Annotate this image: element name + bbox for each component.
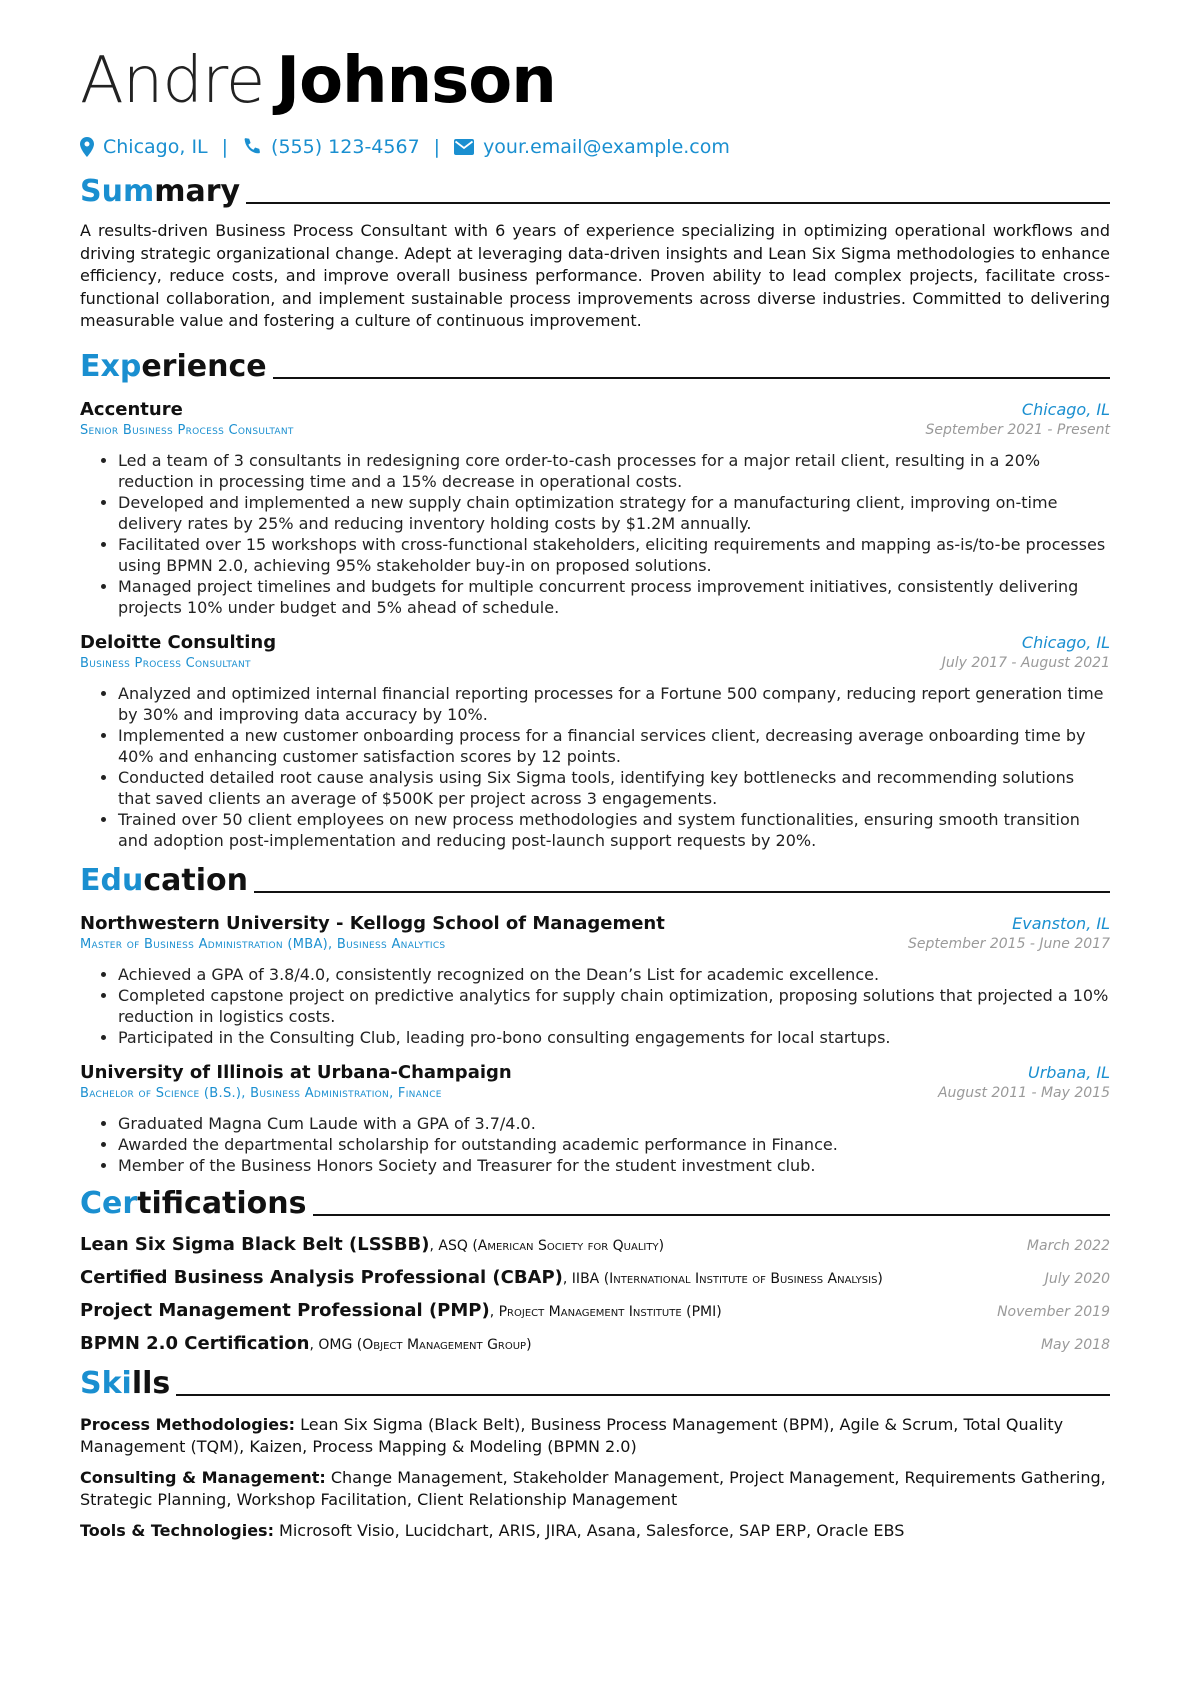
cert-issuer: , OMG (Object Management Group) xyxy=(309,1336,532,1353)
experience-entry xyxy=(80,632,1110,851)
list-item: • Developed and implemented a new supply chain optimization strategy for a manufacturing client, improving on-time delivery rates by 25% and reducing inventory holding costs by $1.2M annually. xyxy=(118,492,1110,534)
education-entry xyxy=(80,913,1110,1048)
contact-email[interactable] xyxy=(454,136,730,158)
school-name: University of Illinois at Urbana-Champaign xyxy=(80,1061,512,1083)
cert-date: November 2019 xyxy=(997,1303,1110,1320)
school-location: Evanston, IL xyxy=(1012,913,1110,933)
skills-header xyxy=(80,1366,1110,1402)
skill-label: Process Methodologies: xyxy=(80,1414,295,1434)
achievement-list xyxy=(80,1113,1110,1176)
list-item: • Graduated Magna Cum Laude with a GPA of 3.7/4.0. xyxy=(118,1113,1110,1134)
cert-date: May 2018 xyxy=(1040,1336,1110,1353)
cert-issuer: , ASQ (American Society for Quality) xyxy=(429,1237,665,1254)
phone-icon xyxy=(242,137,262,157)
job-title: Business Process Consultant xyxy=(80,655,251,671)
school-location: Urbana, IL xyxy=(1028,1062,1110,1082)
certification-row xyxy=(80,1300,1110,1321)
location-text: Chicago, IL xyxy=(103,136,208,158)
degree: Master of Business Administration (MBA), Business Analytics xyxy=(80,936,446,952)
education-header xyxy=(80,863,1110,899)
certification-row xyxy=(80,1333,1110,1354)
list-item: • Managed project timelines and budgets for multiple concurrent process improvement initiatives, consistently delivering projects 10% under budget and 5% ahead of schedule. xyxy=(118,576,1110,618)
cert-name: Lean Six Sigma Black Belt (LSSBB) xyxy=(80,1233,430,1255)
candidate-name xyxy=(80,44,1110,118)
separator: | xyxy=(221,136,229,158)
skill-list: Lean Six Sigma (Black Belt), Business Process Management (BPM), Agile & Scrum, Total Quality Management (TQM), Kaizen, Process Mapping & Modeling (BPMN 2.0) xyxy=(80,1414,1064,1456)
separator: | xyxy=(433,136,441,158)
last-name: Johnson xyxy=(276,44,556,118)
achievement-list xyxy=(80,683,1110,851)
skill-row xyxy=(80,1467,1110,1512)
section-rule xyxy=(273,377,1110,379)
map-pin-icon xyxy=(80,137,94,157)
cert-date: July 2020 xyxy=(1044,1270,1110,1287)
list-item: • Led a team of 3 consultants in redesigning core order-to-cash processes for a major retail client, resulting in a 20% reduction in processing time and a 15% decrease in operational costs. xyxy=(118,450,1110,492)
list-item: • Member of the Business Honors Society and Treasurer for the student investment club. xyxy=(118,1155,1110,1176)
list-item: • Achieved a GPA of 3.8/4.0, consistently recognized on the Dean’s List for academic excellence. xyxy=(118,964,1110,985)
education-entry xyxy=(80,1062,1110,1176)
section-title-certifications: Certifications xyxy=(80,1185,307,1221)
skill-row xyxy=(80,1414,1110,1459)
list-item: • Trained over 50 client employees on new process methodologies and system functionalities, ensuring smooth transition and adoption post-implementation and reducing post-launch support requests by 20%. xyxy=(118,809,1110,851)
list-item: • Analyzed and optimized internal financial reporting processes for a Fortune 500 company, reducing report generation time by 30% and improving data accuracy by 10%. xyxy=(118,683,1110,725)
section-rule xyxy=(246,202,1110,204)
list-item: • Completed capstone project on predictive analytics for supply chain optimization, proposing solutions that projected a 10% reduction in logistics costs. xyxy=(118,985,1110,1027)
certifications-header xyxy=(80,1186,1110,1222)
list-item: • Conducted detailed root cause analysis using Six Sigma tools, identifying key bottlenecks and recommending solutions that saved clients an average of $500K per project across 3 engagements. xyxy=(118,767,1110,809)
list-item: • Participated in the Consulting Club, leading pro-bono consulting engagements for local startups. xyxy=(118,1027,1110,1048)
study-dates: August 2011 - May 2015 xyxy=(937,1084,1110,1101)
job-title: Senior Business Process Consultant xyxy=(80,422,294,438)
experience-entry xyxy=(80,399,1110,618)
job-dates: July 2017 - August 2021 xyxy=(941,654,1110,671)
contact-location xyxy=(80,136,208,158)
achievement-list xyxy=(80,450,1110,618)
cert-name: Project Management Professional (PMP) xyxy=(80,1299,490,1321)
section-rule xyxy=(176,1394,1110,1396)
experience-header xyxy=(80,349,1110,385)
list-item: • Facilitated over 15 workshops with cross-functional stakeholders, eliciting requirements and mapping as-is/to-be processes using BPMN 2.0, achieving 95% stakeholder buy-in on proposed solutions. xyxy=(118,534,1110,576)
envelope-icon xyxy=(454,139,474,155)
cert-date: March 2022 xyxy=(1026,1237,1110,1254)
skill-list: Change Management, Stakeholder Management, Project Management, Requirements Gathering, Strategic Planning, Workshop Facilitation, Client Relationship Management xyxy=(80,1467,1106,1509)
employer-name: Deloitte Consulting xyxy=(80,631,277,653)
list-item: • Implemented a new customer onboarding process for a financial services client, decreasing average onboarding time by 40% and enhancing customer satisfaction scores by 12 points. xyxy=(118,725,1110,767)
section-title-experience: Experience xyxy=(80,348,267,384)
skill-label: Tools & Technologies: xyxy=(80,1520,274,1540)
section-title-education: Education xyxy=(80,862,248,898)
section-rule xyxy=(254,891,1110,893)
employer-location: Chicago, IL xyxy=(1021,632,1110,652)
cert-name: Certified Business Analysis Professional (CBAP) xyxy=(80,1266,563,1288)
study-dates: September 2015 - June 2017 xyxy=(908,935,1110,952)
email-link[interactable]: your.email@example.com xyxy=(483,136,730,158)
cert-issuer: , IIBA (International Institute of Business Analysis) xyxy=(562,1270,883,1287)
skill-row xyxy=(80,1520,1110,1543)
first-name: Andre xyxy=(80,44,265,118)
job-dates: September 2021 - Present xyxy=(925,421,1110,438)
certification-row xyxy=(80,1267,1110,1288)
cert-name: BPMN 2.0 Certification xyxy=(80,1332,310,1354)
degree: Bachelor of Science (B.S.), Business Administration, Finance xyxy=(80,1085,442,1101)
phone-text: (555) 123-4567 xyxy=(271,136,420,158)
skill-list: Microsoft Visio, Lucidchart, ARIS, JIRA, Asana, Salesforce, SAP ERP, Oracle EBS xyxy=(273,1520,905,1540)
cert-issuer: , Project Management Institute (PMI) xyxy=(489,1303,722,1320)
school-name: Northwestern University - Kellogg School of Management xyxy=(80,912,665,934)
contact-bar xyxy=(80,136,1110,158)
employer-name: Accenture xyxy=(80,398,183,420)
list-item: • Awarded the departmental scholarship for outstanding academic performance in Finance. xyxy=(118,1134,1110,1155)
achievement-list xyxy=(80,964,1110,1048)
skill-label: Consulting & Management: xyxy=(80,1467,326,1487)
summary-header xyxy=(80,174,1110,210)
certification-row xyxy=(80,1234,1110,1255)
contact-phone[interactable] xyxy=(242,136,420,158)
summary-text: A results-driven Business Process Consultant with 6 years of experience specializing in optimizing operational workflows and driving strategic organizational change. Adept at leveraging data-driven insights and Lean Six Sigma methodologies to enhance efficiency, reduce costs, and improve overall business performance. Proven ability to lead complex projects, facilitate cross-functional collaboration, and implement sustainable process improvements across diverse industries. Committed to delivering measurable value and fostering a culture of continuous improvement. xyxy=(80,221,1110,330)
section-title-skills: Skills xyxy=(80,1365,171,1401)
employer-location: Chicago, IL xyxy=(1021,399,1110,419)
section-rule xyxy=(313,1214,1110,1216)
section-title-summary: Summary xyxy=(80,174,241,209)
